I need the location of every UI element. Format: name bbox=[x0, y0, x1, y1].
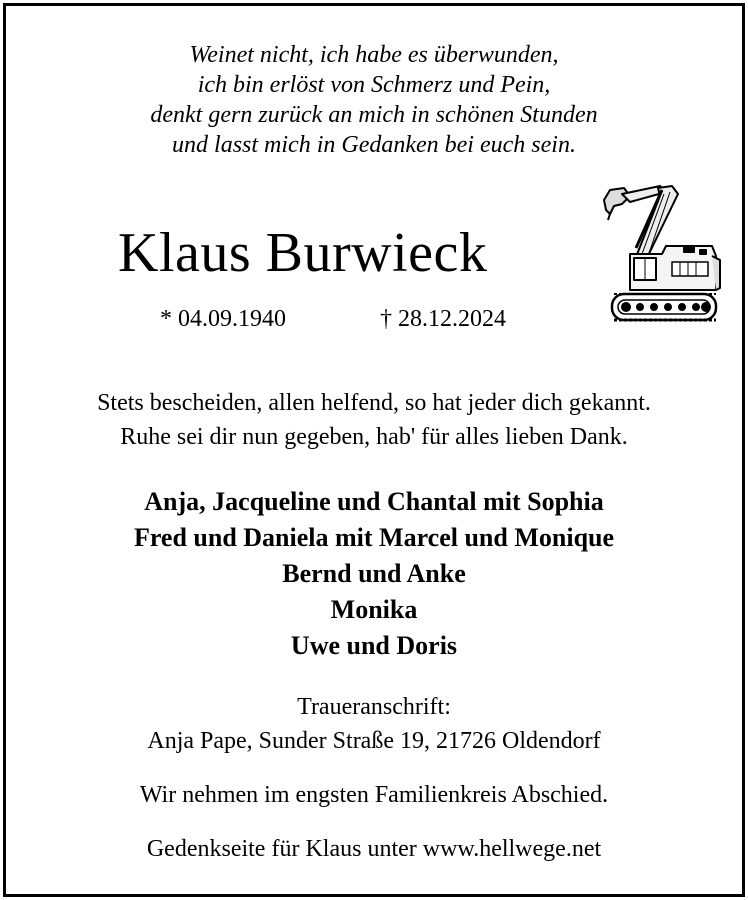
address-label: Traueranschrift: bbox=[297, 694, 451, 720]
mourner-line: Fred und Daniela mit Marcel und Monique bbox=[133, 523, 615, 552]
poem-line: Weinet nicht, ich habe es überwunden, bbox=[189, 42, 559, 68]
poem-line: und lasst mich in Gedanken bei euch sein. bbox=[172, 132, 576, 158]
address-line: Anja Pape, Sunder Straße 19, 21726 Oldendorf bbox=[147, 728, 601, 754]
memorial-page-note: Gedenkseite für Klaus unter www.hellwege.net bbox=[146, 836, 602, 862]
mourner-line: Bernd und Anke bbox=[282, 559, 466, 588]
verse-line: Ruhe sei dir nun gegeben, hab' für alles lieben Dank. bbox=[120, 424, 628, 450]
poem bbox=[0, 40, 748, 160]
mourner-line: Uwe und Doris bbox=[290, 631, 458, 660]
mourners-list bbox=[0, 484, 748, 664]
verse bbox=[0, 386, 748, 454]
poem-line: denkt gern zurück an mich in schönen Stunden bbox=[150, 102, 598, 128]
excavator-icon bbox=[600, 184, 724, 326]
death-date: † 28.12.2024 bbox=[380, 306, 506, 332]
mourner-line: Monika bbox=[330, 595, 418, 624]
farewell-note: Wir nehmen im engsten Familienkreis Abschied. bbox=[139, 782, 609, 808]
mourner-line: Anja, Jacqueline und Chantal mit Sophia bbox=[144, 487, 604, 516]
birth-date: * 04.09.1940 bbox=[160, 306, 286, 332]
verse-line: Stets bescheiden, allen helfend, so hat jeder dich gekannt. bbox=[97, 390, 651, 416]
deceased-name: Klaus Burwieck bbox=[118, 222, 488, 284]
mourning-address bbox=[0, 690, 748, 758]
poem-line: ich bin erlöst von Schmerz und Pein, bbox=[197, 72, 551, 98]
